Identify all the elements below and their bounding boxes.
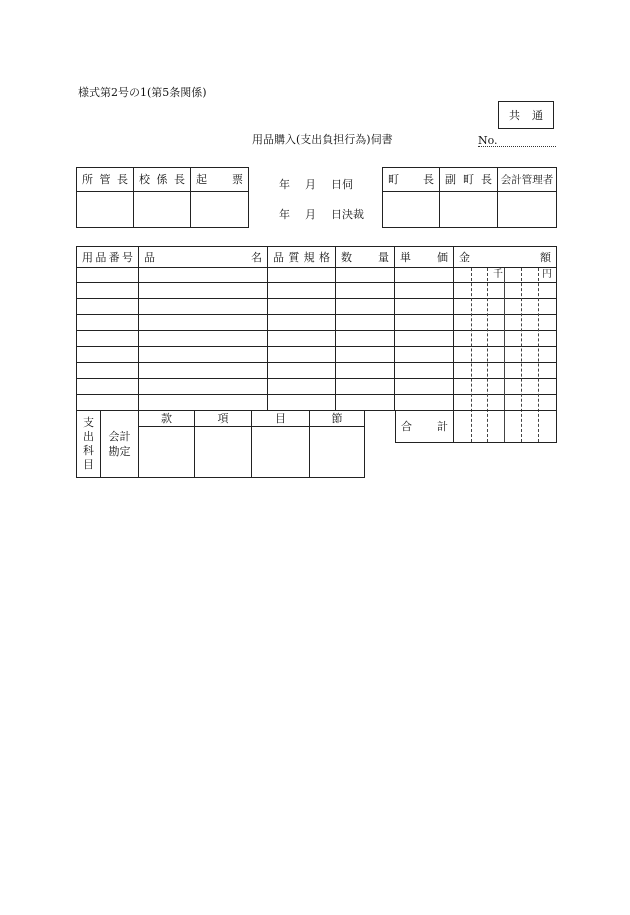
cell[interactable] [268,363,336,379]
cell[interactable] [77,283,139,299]
table-row [77,315,557,331]
cell[interactable] [336,379,395,395]
cell[interactable] [139,347,268,363]
table-row [77,268,557,283]
stamp-header-fukuchocho [440,168,498,192]
stamp-box-kokakaricho[interactable] [134,192,191,228]
h-char: 町 [463,173,474,186]
h-char: 町 [388,173,399,186]
cell[interactable] [336,331,395,347]
total-label-cell [396,411,454,443]
v-char: 科 [83,444,94,457]
cell[interactable] [395,331,454,347]
header-spec [268,247,336,268]
no-field[interactable] [478,146,556,147]
h-char: 用 [82,250,93,264]
cell[interactable] [454,395,557,411]
shared-box [498,101,554,129]
kanjo-label: 会計勘定 [108,430,131,458]
date-char: 日伺 [331,178,353,191]
table-row [77,299,557,315]
stamp-box-kaikei[interactable] [498,192,557,228]
amount-sen-label: 千 [493,269,503,280]
h-char: 額 [540,250,551,264]
table-row [77,395,557,411]
cell[interactable] [395,379,454,395]
cell[interactable] [454,347,557,363]
col-kan: 款 [139,411,195,427]
date-approval [279,208,364,221]
h-char: 副 [445,173,456,186]
cell[interactable] [77,347,139,363]
stamp-box-chocho[interactable] [383,192,440,228]
cell[interactable] [139,395,268,411]
stamp-box-fukuchocho[interactable] [440,192,498,228]
header-item-name [139,247,268,268]
total-char: 計 [437,420,448,433]
col-moku: 目 [252,411,310,427]
cell[interactable] [77,299,139,315]
cell[interactable] [336,363,395,379]
cell[interactable] [268,315,336,331]
h-char: 質 [288,250,300,264]
col-ko: 項 [195,411,252,427]
h-char: 品 [273,250,284,264]
cell[interactable] [268,283,336,299]
moku-value[interactable] [252,427,310,478]
total-char: 合 [401,420,412,433]
h-char: 価 [437,250,448,264]
date-char: 年 [279,178,290,191]
header-unit-price [395,247,454,268]
h-char: 品 [95,250,107,264]
table-row [77,363,557,379]
stamp-box-shokancho[interactable] [77,192,134,228]
form-number: 様式第2号の1(第5条関係) [78,86,207,99]
v-char: 出 [83,430,94,443]
cell[interactable] [336,283,395,299]
h-char: 数 [341,250,352,264]
total-amount[interactable] [454,411,557,443]
cell[interactable] [139,268,268,283]
approval-table-right [382,167,557,228]
cell[interactable] [336,347,395,363]
table-row [77,379,557,395]
cell[interactable] [395,363,454,379]
header-quantity [336,247,395,268]
cell[interactable] [77,395,139,411]
cell[interactable] [77,379,139,395]
amount-en-label: 円 [542,269,552,280]
cell[interactable] [139,331,268,347]
h-char: 校 [139,173,150,186]
cell[interactable] [454,363,557,379]
cell[interactable] [395,395,454,411]
h-char: 長 [423,173,434,186]
cell[interactable] [395,347,454,363]
h-char: 管 [99,173,111,186]
stamp-box-kihyo[interactable] [191,192,249,228]
cell[interactable] [139,315,268,331]
expense-account-table [76,410,365,478]
setsu-value[interactable] [310,427,365,478]
h-char: 係 [156,173,168,186]
h-char: 起 [196,173,207,186]
cell[interactable] [454,299,557,315]
h-char: 長 [174,173,185,186]
h-char: 号 [121,250,133,264]
shared-box-left: 共 [509,109,520,122]
table-row [77,331,557,347]
h-char: 単 [400,250,411,264]
cell[interactable] [454,283,557,299]
cell[interactable] [395,299,454,315]
h-char: 番 [108,250,120,264]
cell[interactable] [139,363,268,379]
h-char: 量 [378,250,389,264]
cell[interactable] [268,331,336,347]
h-char: 長 [481,173,492,186]
page-title: 用品購入(支出負担行為)伺書 [252,133,393,146]
ko-value[interactable] [195,427,252,478]
cell[interactable] [395,315,454,331]
stamp-header-kaikei [498,168,557,192]
stamp-header-kihyo [191,168,249,192]
v-char: 目 [83,458,94,471]
cell[interactable] [336,299,395,315]
kan-value[interactable] [139,427,195,478]
expense-label-cell [77,411,101,478]
stamp-header-shokancho [77,168,134,192]
date-char: 年 [279,208,290,221]
approval-table-left [76,167,249,228]
h-char: 所 [82,173,93,186]
cell[interactable] [268,347,336,363]
cell[interactable] [454,315,557,331]
total-table [395,410,557,443]
cell[interactable] [454,331,557,347]
kanjo-label-cell [101,411,139,478]
items-table [76,246,557,411]
cell[interactable] [268,379,336,395]
cell[interactable] [77,363,139,379]
date-inquiry [279,178,353,191]
date-char: 日決裁 [331,208,364,221]
h-char: 金 [459,250,470,264]
cell[interactable] [77,331,139,347]
stamp-header-chocho [383,168,440,192]
cell[interactable] [336,315,395,331]
cell[interactable] [77,315,139,331]
cell[interactable] [268,268,336,283]
h-char: 格 [318,250,330,264]
h-char: 規 [303,250,315,264]
col-setsu: 節 [310,411,365,427]
date-char: 月 [305,178,316,191]
table-row [77,347,557,363]
cell[interactable] [268,299,336,315]
cell[interactable] [139,299,268,315]
h-char: 長 [117,173,128,186]
date-char: 月 [305,208,316,221]
items-header-row [77,247,557,268]
cell[interactable] [395,283,454,299]
cell[interactable] [268,395,336,411]
h-char: 名 [251,250,262,264]
cell[interactable] [336,268,395,283]
cell[interactable] [454,379,557,395]
h-char: 票 [232,173,243,186]
cell[interactable] [139,379,268,395]
cell[interactable] [139,283,268,299]
no-label: No. [478,134,498,147]
table-row [77,283,557,299]
header-amount [454,247,557,268]
cell[interactable] [336,395,395,411]
v-char: 支 [83,416,94,429]
h-char: 品 [144,250,155,264]
header-item-number [77,247,139,268]
h-text: 会計管理者 [500,173,554,186]
shared-box-right: 通 [532,109,543,122]
cell[interactable] [77,268,139,283]
cell[interactable] [395,268,454,283]
stamp-header-kokakaricho [134,168,191,192]
